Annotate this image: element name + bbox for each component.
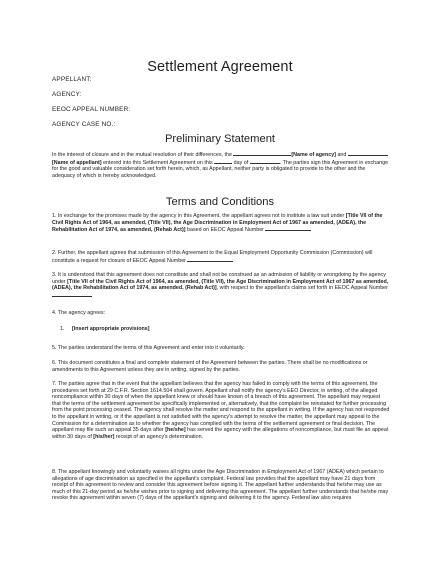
blank-line <box>265 226 311 231</box>
paragraph-6 <box>52 360 390 373</box>
bold-text: [Title VII of the Civil Rights Act of 1964, as amended, (Title VII), the Age Discrimination in Employment Act of 1967 as amended, (ADEA), the Rehabilitation Act of 1974, as amended, (Rehab Act)] <box>52 278 389 292</box>
blank-line <box>250 159 280 164</box>
document-title: Settlement Agreement <box>147 59 293 75</box>
paragraph-1 <box>52 213 390 234</box>
text: 1. In exchange for the promises made by the agency in this Agreement, the appellant agrees not to institute a law suit under <box>52 213 346 219</box>
text: entered into this Settlement Agreement on this <box>101 159 215 166</box>
text: receipt of an agency's determination. <box>114 433 204 440</box>
bold-text: [his/her] <box>93 433 115 440</box>
text: 7. The parties agree that in the event that the appellant believes that the agency has failed to comply with the terms of this agreement, the procedures set forth at 29 C.F.R. Section 1614.504 shall govern. Appellant shall notify the agency's EEO Director, in writing, of the alleged noncompliance within 30 days of when the appellant knew or should have known of a breach of this agreement. The appellant may request that the terms of the settlement agreement be specifically implemented or, alternatively, that the complaint be reinstated for further processing from the point processing ceased. The agency shall resolve the matter and respond to the appellant in writing. If the agency has not responded to the appellant in writing, or if the appellant is not satisfied with the agency's attempt to resolve the matter, the appellant may appeal to the Commission for a determination as to whether the agency has complied with the terms of the settlement agreement or final decision. The appellant may file such an appeal 35 days after <box>52 381 390 434</box>
list-number: 1. <box>60 326 65 332</box>
text: day of <box>232 159 250 166</box>
terms-and-conditions-heading: Terms and Conditions <box>165 196 275 208</box>
preliminary-statement-heading: Preliminary Statement <box>164 133 276 145</box>
bold-text: [Title VII of the Civil Rights Act of 1964, as amended, (Title VII), the Age Discrimination in Employment Act of 1967 as amended, (ADEA), the Rehabilitation Act of 1974, as amended, (Rehab Act)] <box>52 213 383 234</box>
text: has served the agency with the allegations of noncompliance, but must file an appeal within 30 days of <box>52 427 388 440</box>
eeoc-appeal-number-field: EEOC APPEAL NUMBER: <box>52 106 131 113</box>
appellant-field: APPELLANT: <box>52 76 92 83</box>
bold-text: [he/she] <box>165 427 186 434</box>
blank-line <box>52 292 92 297</box>
agency-provisions-list-item <box>60 326 150 332</box>
text: 5. The parties understand the terms of this Agreement and enter into it voluntarily. <box>52 345 245 351</box>
preliminary-paragraph <box>52 151 390 179</box>
blank-line <box>348 151 388 156</box>
text: , with respect to the appellant's claims set forth in EEOC Appeal Number <box>216 285 388 292</box>
blank-line <box>187 257 233 262</box>
text: 3. It is understood that this agreement does not constitute and shall not be construed as an admission of liability or wrongdoing by the agency under <box>52 272 386 285</box>
text: 6. This document constitutes a final and complete statement of the Agreement between the parties. There shall be no modifications or amendments to this Agreement unless they are in writing, signed by the parties. <box>52 360 368 373</box>
text: 4. The agency agrees: <box>52 310 106 316</box>
agency-field: AGENCY: <box>52 91 82 98</box>
text: and <box>335 152 348 158</box>
text: In the interest of closure and in the mutual resolution of their differences, the <box>52 152 234 158</box>
paragraph-5 <box>52 345 390 352</box>
agency-case-number-field: AGENCY CASE NO.: <box>52 121 116 128</box>
paragraph-2 <box>52 250 390 264</box>
list-item-text: [Insert appropriate provisions] <box>72 326 150 332</box>
text: based on EEOC Appeal Number <box>185 227 264 234</box>
text: 8. The appellant knowingly and voluntarily waives all rights under the Age Discrimination in Employment Act of 1967 (ADEA) which pertain to allegations of age discrimination as specified in the appellant's complaint. Federal law provides that the appellant may have 21 days from receipt of this agreement to review and consider this agreement before signing it. The appellant further understands that he/she may use as much of this 21-day period as he/she wishes prior to signing and delivering this agreement. The appellant further understands that he/she may revoke this agreement within seven (7) days of the appellant's signing and delivering it to the agency. Federal law also requires <box>52 469 389 502</box>
paragraph-4 <box>52 310 390 317</box>
blank-line <box>233 151 291 156</box>
paragraph-8 <box>52 469 390 502</box>
paragraph-7 <box>52 381 390 440</box>
bold-text: [Name of appellant] <box>52 159 102 166</box>
paragraph-3 <box>52 272 390 299</box>
text: 2. Further, the appellant agrees that submission of this Agreement to the Equal Employment Opportunity Commission (Commission) will constitute a request for closure of EEOC Appeal Number <box>52 250 373 264</box>
bold-text: [Name of agency] <box>291 152 336 158</box>
text: . The parties sign this Agreement in exchange for the good and valuable consideration set forth herein, which, as Appellant, neither party is obligated to provide to the other and the adequacy of which is hereby acknowledged. <box>52 159 389 179</box>
blank-line <box>214 159 232 164</box>
